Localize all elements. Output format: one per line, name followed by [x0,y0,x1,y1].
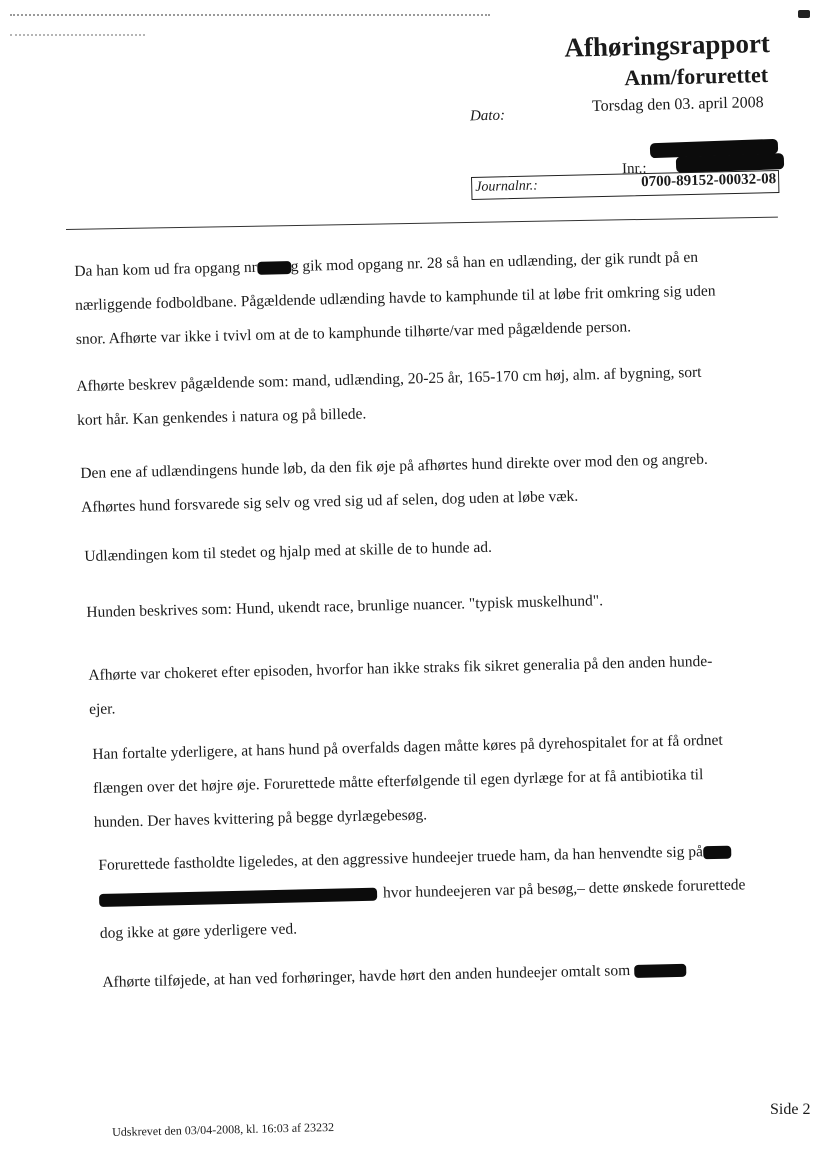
journal-label: Journalnr.: [475,178,539,195]
text-segment: Afhørte tilføjede, at han ved forhøringer, havde hørt den anden hundeejer omtalt som [102,962,631,991]
inr-label: Inr.: [621,160,647,178]
paragraph-9 [102,953,687,1000]
redaction-bar [634,964,686,978]
paragraph-line: hunden. Der haves kvittering på begge dyrlægebesøg. [93,806,428,831]
text-segment: g gik mod opgang nr. 28 så han en udlænding, der gik rundt på en [290,248,699,276]
redaction-bar [257,261,291,275]
redaction-bar [99,888,377,907]
paragraph-3 [80,443,709,525]
text-segment: Da han kom ud fra opgang nr [74,258,258,280]
scan-artifact-mark [798,10,810,18]
paragraph-line: Afhørte beskrev pågældende som: mand, udlænding, 20-25 år, 165-170 cm høj, alm. af bygning, sort [76,363,702,395]
paragraph-4 [84,531,492,574]
paragraph-1 [74,240,717,357]
date-label: Dato: [469,107,506,125]
redaction-bar [703,846,731,860]
page-number: Side 2 [770,1101,811,1118]
paragraph-6 [88,645,713,727]
paragraph-line: snor. Afhørte var ikke i tvivl om at de to kamphunde tilhørte/var med pågældende person. [75,318,632,348]
paragraph-line: Afhørte var chokeret efter episoden, hvorfor han ikke straks fik sikret generalia på den anden hunde- [88,652,713,684]
paragraph-line: flængen over det højre øje. Forurettede måtte efterfølgende til egen dyrlæge for at få antibiotika til [92,766,704,797]
paragraph-2 [76,356,703,438]
paragraph-line: Hunden beskrives som: Hund, ukendt race, brunlige nuancer. "typisk muskelhund". [86,592,604,621]
journal-value: 0700-89152-00032-08 [640,171,777,191]
journal-number-box [471,170,779,200]
paragraph-line: dog ikke at gøre yderligere ved. [99,920,298,942]
paragraph-line: kort hår. Kan genkendes i natura og på billede. [76,405,367,429]
paragraph-8 [98,834,747,951]
paragraph-line: nærliggende fodboldbane. Pågældende udlænding havde to kamphunde til at løbe frit omkring sig uden [74,282,716,314]
paragraph-line: Udlændingen kom til stedet og hjalp med at skille de to hunde ad. [84,538,493,565]
print-info: Udskrevet den 03/04-2008, kl. 16:03 af 23232 [112,1119,335,1139]
date-value: Torsdag den 03. april 2008 [591,94,764,115]
paragraph-line: ejer. [88,700,116,718]
text-segment: hvor hundeejeren var på besøg,– dette ønskede forurettede [382,876,746,902]
paragraph-line: Afhørtes hund forsvarede sig selv og vred sig ud af selen, dog uden at løbe væk. [80,487,579,516]
paragraph-line: Han fortalte yderligere, at hans hund på overfalds dagen måtte køres på dyrehospitalet for at få ordnet [92,731,723,763]
paragraph-5 [86,584,603,630]
scan-artifact-dots [10,14,490,16]
paragraph-7 [92,724,725,840]
text-segment: Forurettede fastholdte ligeledes, at den aggressive hundeejer truede ham, da han henvendte sig på [98,843,704,874]
header-divider [66,217,778,230]
paragraph-line [102,953,687,1000]
report-title: Afhøringsrapport [564,28,771,63]
report-subtitle: Anm/forurettet [624,62,769,91]
scan-artifact-dots-2 [10,34,145,36]
paragraph-line: Den ene af udlændingens hunde løb, da den fik øje på afhørtes hund direkte over mod den og angreb. [80,450,708,482]
